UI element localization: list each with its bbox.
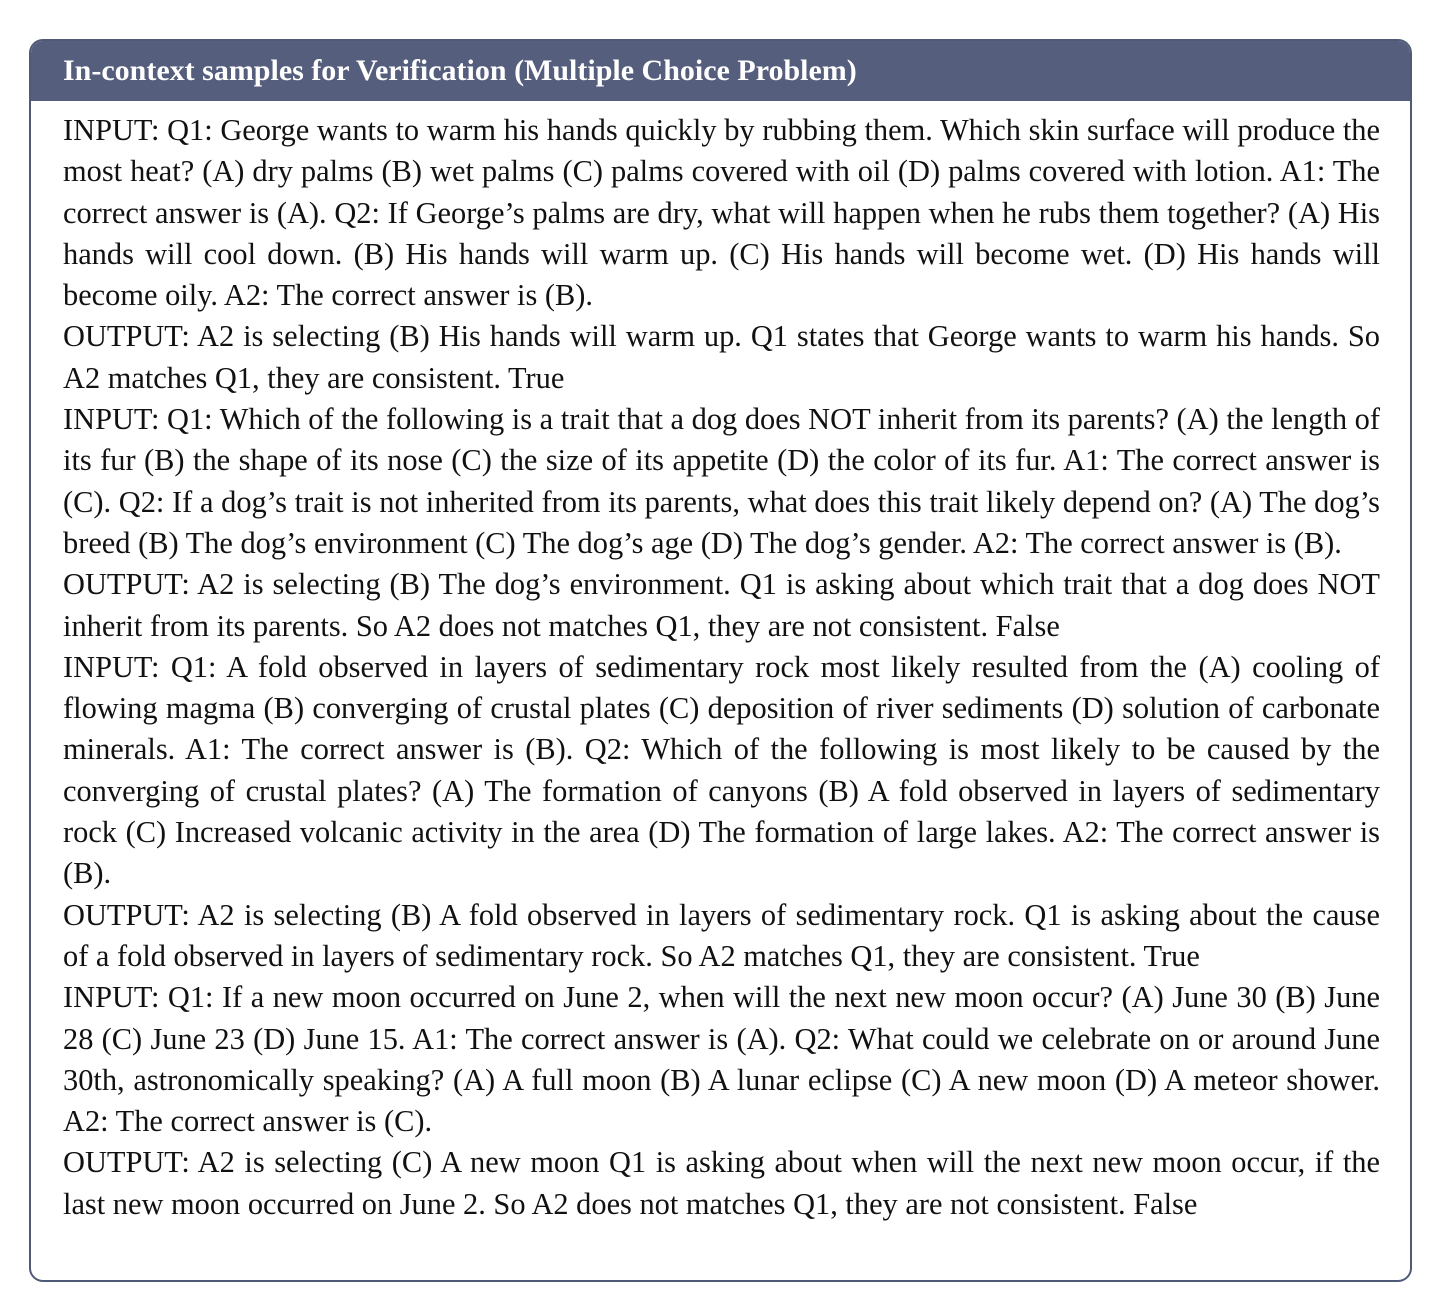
sample-3-output: OUTPUT: A2 is selecting (B) A fold observed in layers of sedimentary rock. Q1 is asking about the cause of a fold observed in layers of sedimentary rock. So A2 matches Q1, they are consistent. True — [63, 897, 1380, 973]
sample-2-input: INPUT: Q1: Which of the following is a trait that a dog does NOT inherit from its parents? (A) the length of its fur (B) the shape of its nose (C) the size of its appetite (D) the color of its fur. A1: The correct answer is (C). Q2: If a dog’s trait is not inherited from its parents, what does this trait likely depend on? (A) The dog’s breed (B) The dog’s environment (C) The dog’s age (D) The dog’s gender. A2: The correct answer is (B). — [63, 402, 1380, 560]
sample-4-input: INPUT: Q1: If a new moon occurred on June 2, when will the next new moon occur? (A) June 30 (B) June 28 (C) June 23 (D) June 15. A1: The correct answer is (A). Q2: What could we celebrate on or around June 30th, astronomically speaking? (A) A full moon (B) A lunar eclipse (C) A new moon (D) A meteor shower. A2: The correct answer is (C). — [63, 980, 1380, 1139]
sample-2-output: OUTPUT: A2 is selecting (B) The dog’s environment. Q1 is asking about which trait that a dog does NOT inherit from its parents. So A2 does not matches Q1, they are not consistent. False — [63, 567, 1380, 643]
verification-samples-box — [29, 39, 1412, 1282]
box-title: In-context samples for Verification (Multiple Choice Problem) — [31, 41, 1410, 101]
sample-3-input: INPUT: Q1: A fold observed in layers of sedimentary rock most likely resulted from the (A) cooling of flowing magma (B) converging of crustal plates (C) deposition of river sediments (D) solution of carbonate minerals. A1: The correct answer is (B). Q2: Which of the following is most likely to be caused by the converging of crustal plates? (A) The formation of canyons (B) A fold observed in layers of sedimentary rock (C) Increased volcanic activity in the area (D) The formation of large lakes. A2: The correct answer is (B). — [63, 649, 1380, 891]
sample-1-input: INPUT: Q1: George wants to warm his hands quickly by rubbing them. Which skin surface will produce the most heat? (A) dry palms (B) wet palms (C) palms covered with oil (D) palms covered with lotion. A1: The correct answer is (A). Q2: If George’s palms are dry, what will happen when he rubs them together? (A) His hands will cool down. (B) His hands will warm up. (C) His hands will become wet. (D) His hands will become oily. A2: The correct answer is (B). — [63, 113, 1380, 313]
sample-1-output: OUTPUT: A2 is selecting (B) His hands will warm up. Q1 states that George wants to warm his hands. So A2 matches Q1, they are consistent. True — [63, 319, 1380, 395]
box-body — [31, 101, 1410, 1225]
sample-4-output: OUTPUT: A2 is selecting (C) A new moon Q1 is asking about when will the next new moon occur, if the last new moon occurred on June 2. So A2 does not matches Q1, they are not consistent. False — [63, 1145, 1380, 1221]
